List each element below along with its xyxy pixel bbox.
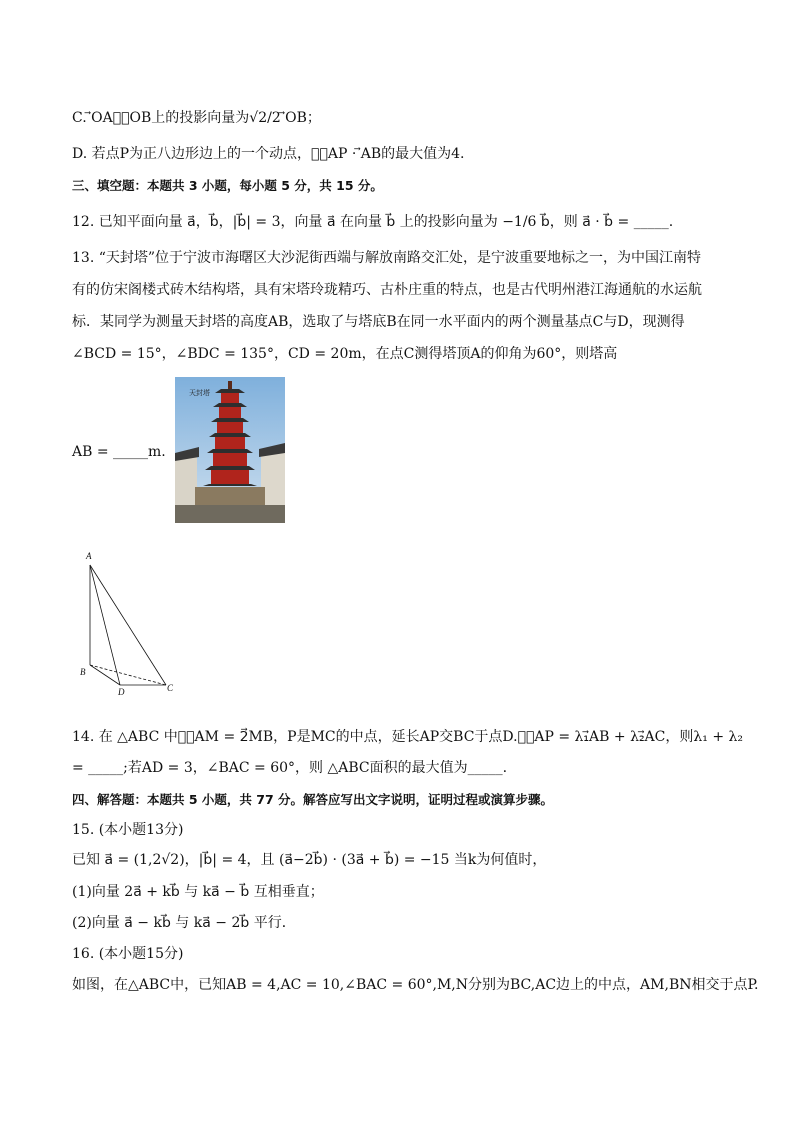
question-15-part-1: (1)向量 2a⃗ + kb⃗ 与 ka⃗ − b⃗ 互相垂直； [72,884,324,900]
question-14-line-1: 14. 在 △ABC 中，⃗AM = 2⃗MB，P是MC的中点，延长AP交BC于点D.若⃗AP = λ₁⃗AB + λ₂⃗AC，则λ₁ + λ₂ [72,729,743,745]
section-3-heading: 三、填空题：本题共 3 小题，每小题 5 分，共 15 分。 [72,178,383,193]
photo-caption: 天封塔 [189,389,210,397]
label-c: C [167,683,174,693]
question-16-stem: 如图，在△ABC中，已知AB = 4,AC = 10,∠BAC = 60°,M,N分别为BC,AC边上的中点，AM,BN相交于点P. [72,977,759,993]
option-d: D. 若点P为正八边形边上的一个动点，则⃗AP · ⃗AB的最大值为4. [72,146,465,162]
question-12: 12. 已知平面向量 a⃗，b⃗，|b⃗| = 3，向量 a⃗ 在向量 b⃗ 上的投影向量为 −1/6 b⃗，则 a⃗ · b⃗ = _____. [72,214,674,230]
question-15-part-2: (2)向量 a⃗ − kb⃗ 与 ka⃗ − 2b⃗ 平行． [72,915,296,931]
question-13-answer: AB = _____m. [72,444,166,460]
tianfeng-tower-photo [175,377,285,523]
question-13-line-2: 有的仿宋阁楼式砖木结构塔，具有宋塔玲珑精巧、古朴庄重的特点，也是古代明州港江海通航的水运航 [72,282,702,298]
option-c: C. ⃗OA在⃗OB上的投影向量为√2/2 ⃗OB； [72,110,321,126]
question-13-line-3: 标．某同学为测量天封塔的高度AB，选取了与塔底B在同一水平面内的两个测量基点C与D，现测得 [72,314,685,330]
tower-diagram [72,545,192,695]
question-15-stem: 已知 a⃗ = (1,2√2)，|b⃗| = 4，且 (a⃗−2b⃗) · (3a⃗ + b⃗) = −15 当k为何值时， [72,852,547,868]
question-13-line-4: ∠BCD = 15°，∠BDC = 135°，CD = 20m，在点C测得塔顶A的仰角为60°，则塔高 [72,346,618,362]
label-b: B [80,667,86,677]
section-4-heading: 四、解答题：本题共 5 小题，共 77 分。解答应写出文字说明，证明过程或演算步骤。 [72,792,554,807]
question-16-heading: 16. (本小题15分) [72,946,184,962]
label-d: D [118,687,125,695]
question-13-line-1: 13. “天封塔”位于宁波市海曙区大沙泥街西端与解放南路交汇处，是宁波重要地标之一，为中国江南特 [72,250,702,266]
label-a: A [86,551,92,561]
question-14-line-2: = _____;若AD = 3，∠BAC = 60°，则 △ABC面积的最大值为_____. [72,760,508,776]
question-15-heading: 15. (本小题13分) [72,822,184,838]
